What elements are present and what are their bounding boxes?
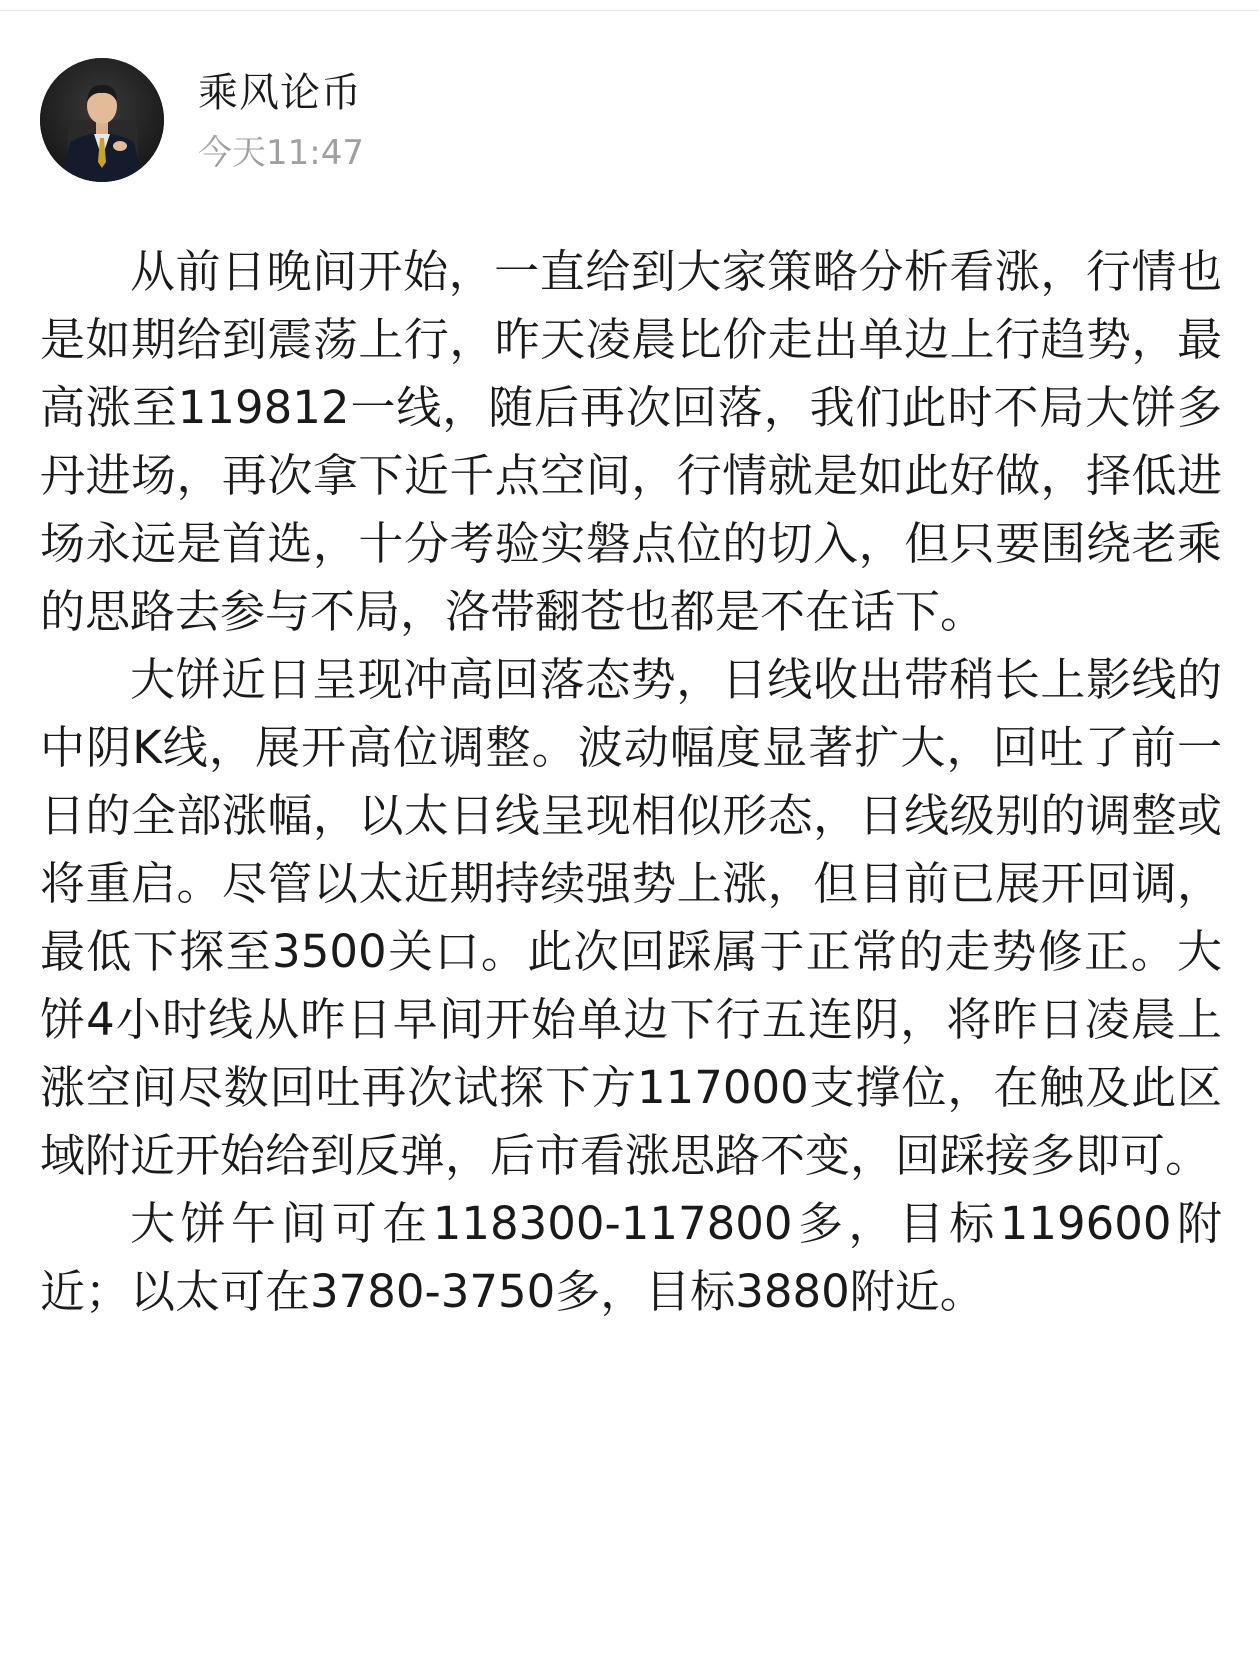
top-divider <box>0 10 1259 11</box>
post-paragraph-3: 大饼午间可在118300-117800多，目标119600附近；以太可在3780-3750多，目标3880附近。 <box>40 1197 1222 1318</box>
author-name[interactable]: 乘风论币 <box>198 70 362 116</box>
post-time: 今天11:47 <box>198 133 364 173</box>
post-paragraph-1: 从前日晚间开始，一直给到大家策略分析看涨，行情也是如期给到震荡上行，昨天凌晨比价走出单边上行趋势，最高涨至119812一线，随后再次回落，我们此时不局大饼多丹进场，再次拿下近千点空间，行情就是如此好做，择低进场永远是首选，十分考验实磐点位的切入，但只要围绕老乘的思路去参与不局，洛带翻苍也都是不在话下。 <box>40 245 1222 638</box>
post-content <box>40 238 1222 1326</box>
post-paragraph-2: 大饼近日呈现冲高回落态势，日线收出带稍长上影线的中阴K线，展开高位调整。波动幅度显著扩大，回吐了前一日的全部涨幅，以太日线呈现相似形态，日线级别的调整或将重启。尽管以太近期持续强势上涨，但目前已展开回调，最低下探至3500关口。此次回踩属于正常的走势修正。大饼4小时线从昨日早间开始单边下行五连阴，将昨日凌晨上涨空间尽数回吐再次试探下方117000支撑位，在触及此区域附近开始给到反弹，后市看涨思路不变，回踩接多即可。 <box>40 653 1222 1182</box>
avatar[interactable] <box>40 58 164 182</box>
post-meta <box>198 67 364 173</box>
person-in-suit-avatar-icon <box>40 58 164 182</box>
post-header <box>40 58 364 182</box>
